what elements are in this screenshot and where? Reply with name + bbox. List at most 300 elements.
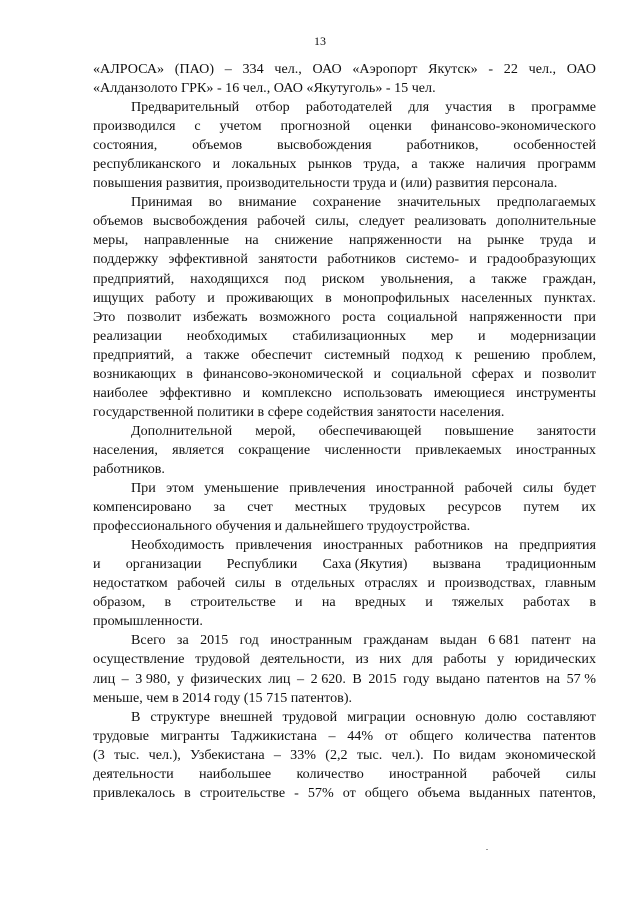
word: в [186, 365, 193, 382]
text-line [93, 365, 596, 384]
word: составляют [526, 708, 596, 725]
text-line [93, 670, 596, 689]
word: наличия [476, 156, 526, 173]
word: работодателей [305, 99, 393, 116]
word: от [342, 784, 356, 801]
word: – [121, 670, 129, 687]
word: чел., [528, 61, 557, 77]
word: финансово-экономической [203, 365, 364, 382]
word: пунктах. [543, 289, 596, 306]
word: программ [537, 156, 596, 173]
word: осуществление [93, 651, 185, 668]
word: юридических [514, 651, 596, 668]
word: на [582, 632, 596, 649]
word: «Аэропорт [352, 61, 418, 77]
text-line [93, 117, 596, 136]
word: объемов [93, 213, 144, 230]
text-line [93, 517, 596, 536]
word: при [573, 308, 596, 325]
text-line [93, 79, 596, 98]
word: – [328, 727, 336, 744]
word: силы [565, 765, 596, 782]
word: лиц [268, 670, 291, 687]
word: структуре [150, 708, 210, 725]
word: Таджикистана [230, 727, 317, 744]
word: количества [464, 727, 532, 744]
word: риском [321, 270, 365, 287]
word: на [546, 670, 561, 687]
text-line [93, 536, 596, 555]
word: реализовать [414, 213, 487, 230]
word: ОАО [312, 61, 342, 77]
word: прогнозной [280, 118, 351, 135]
word: республиканского [93, 156, 202, 173]
word: экономической [505, 746, 596, 763]
text-line [93, 689, 596, 708]
word: и [427, 575, 435, 592]
word: организации [125, 556, 202, 573]
word: и [524, 365, 532, 382]
word: основную [415, 708, 476, 725]
word: Предварительный [131, 99, 240, 116]
word: В [131, 708, 141, 725]
word: на [457, 232, 472, 249]
word: тыс. [356, 746, 383, 763]
word: работу [155, 289, 196, 306]
word: численности [324, 441, 401, 458]
word: наибольшее [198, 765, 272, 782]
word: на [244, 232, 259, 249]
word: Республики [226, 556, 298, 573]
word: направленные [144, 232, 230, 249]
word: Саха (Якутия) [322, 556, 408, 573]
word: этом [166, 480, 194, 497]
word: работы [443, 651, 487, 668]
word: к [455, 346, 463, 363]
word: внимание [238, 194, 297, 211]
word: позволит [541, 365, 596, 382]
text-line [93, 498, 596, 517]
word: Якутск» [428, 61, 478, 77]
word: общего [364, 784, 409, 801]
text-line [93, 60, 596, 79]
word: 44% [347, 727, 374, 744]
word: отраслях [364, 575, 418, 592]
word: ищущих [93, 289, 144, 306]
word: также [491, 270, 527, 287]
word: социальной [387, 308, 458, 325]
word: и [425, 594, 433, 611]
word: году [403, 670, 430, 687]
word: В [352, 670, 362, 687]
word: возникающих [93, 365, 177, 382]
word: программе [531, 99, 596, 116]
word: необходимых [186, 327, 268, 344]
word: мер [430, 327, 454, 344]
word: Принимая [131, 194, 193, 211]
word: меньше, чем в 2014 году (15 715 патентов). [93, 689, 353, 706]
word: социальной [391, 365, 462, 382]
word: и [477, 327, 486, 344]
text-line [93, 555, 596, 574]
word: производствах, [444, 575, 536, 592]
word: путем [523, 499, 560, 516]
word: (3 [93, 746, 105, 763]
word: местных [294, 499, 347, 516]
text-line [93, 174, 596, 193]
text-line [93, 479, 596, 498]
word: видам [459, 746, 496, 763]
word: для [408, 99, 430, 116]
word: патентов [542, 727, 596, 744]
word: объема [417, 784, 461, 801]
word: традиционным [506, 556, 596, 573]
word: на [494, 537, 508, 554]
word: внешней [219, 708, 273, 725]
word: (2,2 [325, 746, 348, 763]
word: рабочей [257, 213, 306, 230]
word: иностранным [270, 632, 353, 649]
word: «АЛРОСА» [93, 61, 165, 77]
text-line [93, 98, 596, 117]
word: – [273, 746, 281, 763]
text-line [93, 727, 596, 746]
word: патентов, [539, 784, 596, 801]
word: чел.), [148, 746, 181, 763]
word: на [321, 594, 336, 611]
word: населения, [93, 441, 158, 458]
word: лиц [93, 670, 116, 687]
word: предполагаемых [496, 194, 596, 211]
word: работников [327, 251, 396, 268]
word: напряженности [348, 232, 442, 249]
word: выдан [439, 632, 477, 649]
word: трудовой [282, 708, 338, 725]
word: оценки [369, 118, 412, 135]
word: рынков [308, 156, 352, 173]
text-line [93, 460, 596, 479]
scan-speck [486, 849, 488, 850]
word: и [242, 384, 251, 401]
word: работах [523, 594, 571, 611]
text-line [93, 746, 596, 765]
word: от [384, 727, 398, 744]
word: вредных [354, 594, 406, 611]
word: работников, [406, 137, 479, 154]
word: монопрофильных [343, 289, 450, 306]
word: избежать [192, 308, 248, 325]
word: образом, [93, 594, 146, 611]
word: профессионального обучения и дальнейшего трудоустройства. [93, 518, 471, 535]
word: высвобождения [277, 137, 372, 154]
word: строительстве [190, 594, 276, 611]
word: и [588, 232, 596, 249]
text-line [93, 231, 596, 250]
word: чел.). [391, 746, 424, 763]
word: иностранных [323, 537, 404, 554]
word: системо- [405, 251, 460, 268]
word: 6 681 [488, 632, 520, 649]
word: стабилизационных [292, 327, 407, 344]
word: иностранной [389, 765, 468, 782]
document-body [93, 60, 596, 803]
word: подход [401, 346, 444, 363]
word: и [93, 556, 101, 573]
word: физических [190, 670, 262, 687]
text-line [93, 784, 596, 803]
text-line [93, 708, 596, 727]
word: учетом [219, 118, 262, 135]
word: мигранты [160, 727, 220, 744]
text-line [93, 631, 596, 650]
text-line [93, 155, 596, 174]
word: (ПАО) [174, 61, 215, 77]
word: и [207, 289, 215, 306]
word: отбор [255, 99, 290, 116]
word: 2015 [200, 632, 229, 649]
word: для [412, 651, 433, 668]
word: увольнения, [380, 270, 454, 287]
word: деятельности [93, 765, 174, 782]
word: привлекаемых [415, 441, 502, 458]
word: предприятий, [93, 346, 175, 363]
word: иностранной [376, 480, 455, 497]
word: работников. [93, 460, 165, 477]
word: 3 980, [135, 670, 171, 687]
word: деятельности, [260, 651, 345, 668]
text-line [93, 593, 596, 612]
word: дополнительные [496, 213, 596, 230]
word: особенностей [513, 137, 596, 154]
word: и [373, 365, 382, 382]
word: инструменты [516, 384, 596, 401]
word: – [224, 61, 232, 77]
text-line [93, 403, 596, 422]
text-line [93, 289, 596, 308]
word: следует [358, 213, 405, 230]
word: объемов [192, 137, 243, 154]
word: 57 % [566, 670, 596, 687]
word: промышленности. [93, 613, 203, 630]
text-line [93, 441, 596, 460]
word: рынке [487, 232, 524, 249]
word: По [432, 746, 451, 763]
word: труда [539, 232, 573, 249]
word: труда, [363, 156, 400, 173]
word: позволит [126, 308, 182, 325]
word: и [295, 594, 303, 611]
word: - [294, 784, 299, 801]
word: с [194, 118, 201, 135]
word: чел., [274, 61, 302, 77]
word: за [176, 632, 189, 649]
word: трудовые [93, 727, 149, 744]
word: находящихся [190, 270, 269, 287]
word: в [184, 784, 191, 801]
word: рабочей [492, 765, 541, 782]
word: обеспечит [251, 346, 313, 363]
text-line [93, 327, 596, 346]
word: Всего [131, 632, 166, 649]
word: в [589, 594, 596, 611]
word: Это [93, 308, 116, 325]
word: иностранных [516, 441, 596, 458]
word: снижение [274, 232, 333, 249]
word: силы, [315, 213, 349, 230]
word: в [274, 575, 282, 592]
word: сферах [471, 365, 514, 382]
word: силы [522, 480, 554, 497]
text-line [93, 650, 596, 669]
word: производился [93, 118, 176, 135]
word: использовать [343, 384, 423, 401]
word: отдельных [291, 575, 355, 592]
word: реализации [93, 327, 162, 344]
word: решению [473, 346, 530, 363]
word: 22 [503, 61, 518, 77]
word: «Алданзолото ГРК» - 16 чел., ОАО «Якутуголь» - 15 чел. [93, 80, 436, 97]
word: населенных [461, 289, 533, 306]
word: сохранение [312, 194, 382, 211]
word: участия [445, 99, 493, 116]
word: в [325, 289, 332, 306]
word: предприятий, [93, 270, 175, 287]
word: занятости [258, 251, 318, 268]
word: в [508, 99, 515, 116]
word: силы [234, 575, 266, 592]
word: меры, [93, 232, 129, 249]
word: мерой, [255, 422, 296, 439]
text-line [93, 270, 596, 289]
word: возможного [259, 308, 331, 325]
text-line [93, 136, 596, 155]
word: привлечения [289, 480, 366, 497]
word: миграции [347, 708, 406, 725]
word: тыс. [114, 746, 140, 763]
word: состояния, [93, 137, 158, 154]
word: привлекалось [93, 784, 176, 801]
word: поддержку [93, 251, 159, 268]
text-line [93, 193, 596, 212]
word: за [213, 499, 226, 516]
word: высвобождения [152, 213, 248, 230]
word: из [355, 651, 369, 668]
word: их [581, 499, 596, 516]
word: финансово-экономического [430, 118, 596, 135]
word: гражданам [363, 632, 429, 649]
word: них [379, 651, 402, 668]
word: комплексно [261, 384, 332, 401]
word: привлечения [235, 537, 312, 554]
word: системный [324, 346, 391, 363]
word: а [469, 270, 476, 287]
text-line [93, 574, 596, 593]
word: напряженности [469, 308, 563, 325]
word: также [429, 156, 465, 173]
word: эффективной [168, 251, 248, 268]
word: наиболее [93, 384, 148, 401]
page-number: 13 [314, 34, 326, 48]
word: занятости [536, 422, 596, 439]
word: модернизации [510, 327, 596, 344]
word: год [239, 632, 259, 649]
text-line [93, 250, 596, 269]
text-line [93, 612, 596, 631]
word: счет [247, 499, 273, 516]
word: долю [485, 708, 517, 725]
word: ресурсов [447, 499, 502, 516]
word: имеющиеся [433, 384, 505, 401]
word: – [297, 670, 305, 687]
word: уменьшение [204, 480, 279, 497]
word: количество [296, 765, 364, 782]
word: будет [563, 480, 596, 497]
word: трудовой [195, 651, 250, 668]
text-line [93, 384, 596, 403]
text-line [93, 765, 596, 784]
word: компенсировано [93, 499, 192, 516]
word: граждан, [542, 270, 596, 287]
word: общего [409, 727, 454, 744]
word: и [469, 251, 477, 268]
word: патентов [486, 670, 540, 687]
word: недостатком [93, 575, 168, 592]
word: выданных [469, 784, 531, 801]
word: локальных [231, 156, 297, 173]
word: а [186, 346, 193, 363]
word: главным [545, 575, 596, 592]
word: трудовых [368, 499, 426, 516]
text-line [93, 212, 596, 231]
word: ОАО [566, 61, 596, 77]
word: патент [531, 632, 571, 649]
text-line [93, 346, 596, 365]
word: При [131, 480, 156, 497]
word: у [177, 670, 185, 687]
word: вызвана [432, 556, 481, 573]
word: также [204, 346, 240, 363]
word: под [284, 270, 306, 287]
word: 2015 [368, 670, 397, 687]
word: значительных [397, 194, 481, 211]
text-line [93, 422, 596, 441]
word: градообразующих [486, 251, 596, 268]
word: эффективно [159, 384, 232, 401]
word: проживающих [226, 289, 314, 306]
word: сокращение [238, 441, 311, 458]
word: повышения развития, производительности труда и (или) развития персонала. [93, 175, 558, 192]
word: обеспечивающей [318, 422, 422, 439]
word: проблем, [541, 346, 596, 363]
word: роста [342, 308, 376, 325]
text-line [93, 308, 596, 327]
word: Узбекистана [190, 746, 265, 763]
word: а [411, 156, 418, 173]
word: предприятия [519, 537, 596, 554]
word: рабочей [177, 575, 226, 592]
word: 2 620. [310, 670, 346, 687]
word: 57% [307, 784, 334, 801]
word: в [164, 594, 172, 611]
word: у [497, 651, 505, 668]
word: выдано [435, 670, 481, 687]
word: строительстве [199, 784, 286, 801]
word: во [208, 194, 223, 211]
word: является [172, 441, 224, 458]
word: 33% [290, 746, 317, 763]
word: государственной политики в сфере содействия занятости населения. [93, 403, 505, 420]
word: и [212, 156, 221, 173]
